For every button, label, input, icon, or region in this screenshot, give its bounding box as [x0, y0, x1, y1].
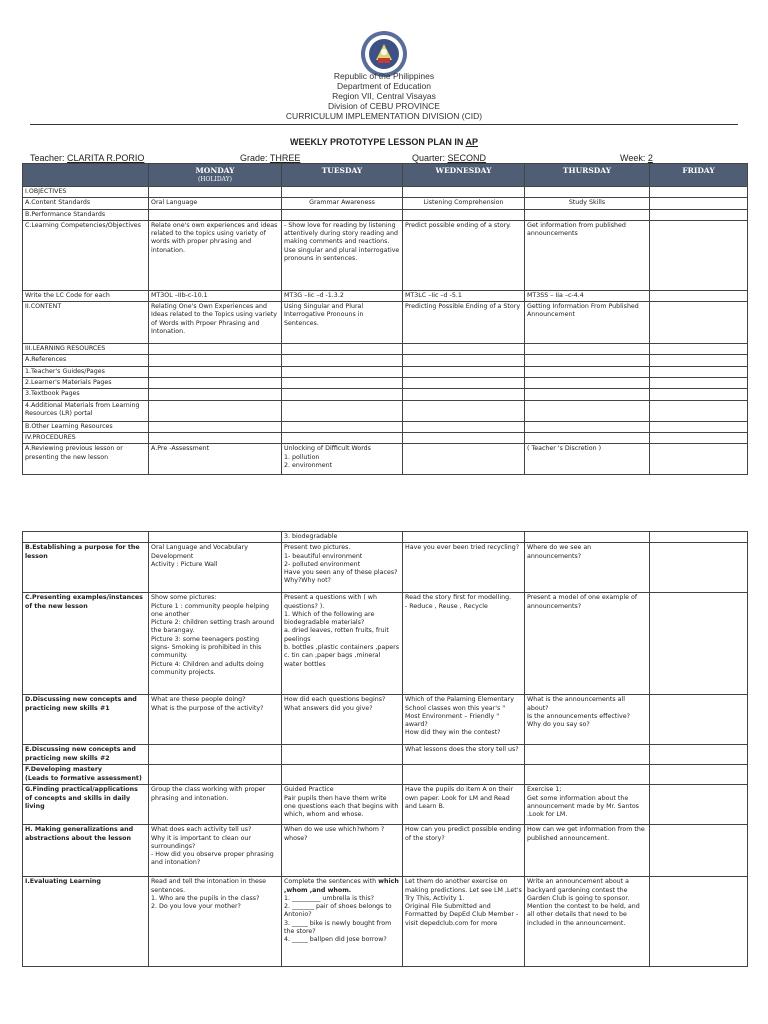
week-value: 2 [647, 153, 653, 163]
cell [650, 344, 748, 355]
cell [282, 432, 403, 443]
cell [650, 765, 748, 785]
quarter-info [412, 153, 486, 163]
row-label-other-resources: B.Other Learning Resources [23, 421, 149, 432]
cell: ( Teacher 's Discretion ) [525, 444, 650, 475]
cell [282, 366, 403, 377]
table-row [23, 198, 748, 209]
week-info [620, 153, 653, 163]
cell [403, 209, 525, 220]
cell [650, 444, 748, 475]
cell [403, 355, 525, 366]
cell [149, 366, 282, 377]
table-row [23, 543, 748, 593]
row-label-textbook-pages: 3.Textbook Pages [23, 389, 149, 400]
table-row [23, 366, 748, 377]
table-row [23, 421, 748, 432]
cell [650, 695, 748, 745]
quarter-value: SECOND [447, 153, 487, 163]
cell: Which of the Palaming Elementary School classes won this year's " Most Environment – Friendly " award? How did they win the contest? [403, 695, 525, 745]
cell [149, 344, 282, 355]
cell [650, 785, 748, 825]
cell [650, 421, 748, 432]
day-friday: FRIDAY [650, 164, 748, 187]
cell: When do we use which?whom ? whose? [282, 825, 403, 877]
cell [650, 366, 748, 377]
cell [403, 366, 525, 377]
cell [149, 400, 282, 421]
cell: - Show love for reading by listening attentively during story reading and making comments and reactions. Use singular and plural interrogative pronouns in sentences. [282, 220, 403, 290]
cell [403, 187, 525, 198]
cell [282, 389, 403, 400]
table-row [23, 765, 748, 785]
plan-title [0, 137, 768, 147]
cell: Using Singular and Plural Interrogative Pronouns in Sentences. [282, 302, 403, 344]
cell [650, 302, 748, 344]
cell [525, 532, 650, 543]
table-row [23, 695, 748, 745]
row-label-teachers-guides: 1.Teacher's Guides/Pages [23, 366, 149, 377]
table-row [23, 444, 748, 475]
cell [525, 344, 650, 355]
grade-label: Grade: [240, 153, 268, 163]
cell [525, 421, 650, 432]
cell: Have you ever been tried recycling? [403, 543, 525, 593]
cell [403, 378, 525, 389]
teacher-label: Teacher: [30, 153, 65, 163]
cell [650, 355, 748, 366]
cell [650, 290, 748, 301]
cell [525, 366, 650, 377]
cell [650, 187, 748, 198]
grade-value: THREE [269, 153, 301, 163]
cell: Oral Language and Vocabulary Development Activity : Picture Wall [149, 543, 282, 593]
table-row [23, 290, 748, 301]
cell: Write an announcement about a backyard gardening contest the Garden Club is going to sponsor. Mention the contest to be held, and all other details that need to be included in the announcement. [525, 877, 650, 967]
cell: Guided Practice Pair pupils then have them write one questions each that begins with which, whom and whose. [282, 785, 403, 825]
cell [149, 389, 282, 400]
row-label-examples: C.Presenting examples/instances of the new lesson [23, 593, 149, 695]
cell [149, 765, 282, 785]
week-label: Week: [620, 153, 646, 163]
row-label-objectives: I.OBJECTIVES [23, 187, 149, 198]
table-row [23, 593, 748, 695]
row-label-references: A.References [23, 355, 149, 366]
row-label-performance-standards: B.Performance Standards [23, 209, 149, 220]
row-label-content-standards: A.Content Standards [23, 198, 149, 209]
table-row [23, 355, 748, 366]
cell: What are these people doing? What is the purpose of the activity? [149, 695, 282, 745]
row-label-learners-materials: 2.Learner's Materials Pages [23, 378, 149, 389]
days-header-blank [23, 164, 149, 187]
cell: A.Pre -Assessment [149, 444, 282, 475]
cell [149, 378, 282, 389]
row-label-mastery: F.Developing mastery (Leads to formative assessment) [23, 765, 149, 785]
monday-note: (HOLIDAY) [197, 176, 233, 183]
cell [650, 877, 748, 967]
grade-info [240, 153, 300, 163]
table-row [23, 785, 748, 825]
cell [149, 209, 282, 220]
cell [525, 389, 650, 400]
cell [282, 400, 403, 421]
cell: Listening Comprehension [403, 198, 525, 209]
cell [403, 765, 525, 785]
cell: Grammar Awareness [282, 198, 403, 209]
day-tuesday: TUESDAY [282, 164, 403, 187]
cell [403, 389, 525, 400]
table-row [23, 302, 748, 344]
cell [403, 532, 525, 543]
table-row [23, 187, 748, 198]
cell [282, 355, 403, 366]
cell [650, 432, 748, 443]
cell [650, 400, 748, 421]
table-row [23, 378, 748, 389]
cell [525, 400, 650, 421]
cell [149, 355, 282, 366]
cell: Relate one's own experiences and ideas related to the topics using variety of words with proper phrasing and intonation. [149, 220, 282, 290]
cell: Have the pupils do item A on their own paper. Look for LM and Read and Learn B. [403, 785, 525, 825]
row-label-practical: G.Finding practical/applications of concepts and skills in daily living [23, 785, 149, 825]
cell: Let them do another exercise on making predictions. Let see LM ,Let's Try This, Activity 1. Original File Submitted and Formatted by DepEd Club Member - visit depedclub.com for more [403, 877, 525, 967]
cell: MT3OL –IIb-c-10.1 [149, 290, 282, 301]
cell [282, 344, 403, 355]
cell [403, 344, 525, 355]
row-label-content: II.CONTENT [23, 302, 149, 344]
cell [650, 209, 748, 220]
cell: 3. biodegradable [282, 532, 403, 543]
row-label-purpose: B.Establishing a purpose for the lesson [23, 543, 149, 593]
cell [525, 355, 650, 366]
cell [650, 389, 748, 400]
teacher-name: CLARITA R.PORIO [67, 153, 145, 163]
cell [149, 745, 282, 765]
header-republic: Republic of the Philippines [333, 71, 435, 81]
cell [650, 825, 748, 877]
row-label-competencies: C.Learning Competencies/Objectives [23, 220, 149, 290]
cell [650, 593, 748, 695]
cell [282, 765, 403, 785]
cell [282, 187, 403, 198]
cell [149, 187, 282, 198]
cell: Exercise 1; Get some information about the announcement made by Mr. Santos .Look for LM. [525, 785, 650, 825]
row-label-lc-code: Write the LC Code for each [23, 290, 149, 301]
cell: How can you predict possible ending of the story? [403, 825, 525, 877]
cell: How did each questions begins? What answers did you give? [282, 695, 403, 745]
cell: Oral Language [149, 198, 282, 209]
row-label-review: A.Reviewing previous lesson or presenting the new lesson [23, 444, 149, 475]
day-monday: MONDAY (HOLIDAY) [149, 164, 282, 187]
row-label-discuss-2: E.Discussing new concepts and practicing new skills #2 [23, 745, 149, 765]
cell: Present a model of one example of announcements? [525, 593, 650, 695]
cell [525, 187, 650, 198]
plan-subject: AP [465, 137, 479, 147]
table-row [23, 344, 748, 355]
cell: Relating One's Own Experiences and Ideas related to the Topics using variety of Words with Prpoer Phrasing and Intonation. [149, 302, 282, 344]
cell [403, 432, 525, 443]
row-label-additional-materials: 4.Additional Materials from Learning Resources (LR) portal [23, 400, 149, 421]
cell: What does each activity tell us? Why it is important to clean our surroundings? - How did you observe proper phrasing and intonation? [149, 825, 282, 877]
plan-title-prefix: WEEKLY PROTOTYPE LESSON PLAN IN [289, 137, 464, 147]
cell [282, 877, 403, 967]
row-label-generalizations: H. Making generalizations and abstractions about the lesson [23, 825, 149, 877]
cell: Get information from published announcements [525, 220, 650, 290]
table-row [23, 389, 748, 400]
table-row [23, 209, 748, 220]
table-row [23, 532, 748, 543]
cell [403, 421, 525, 432]
cell: MT3LC –Iic –d -5.1 [403, 290, 525, 301]
cell: What is the announcements all about? Is the announcements effective? Why do you say so? [525, 695, 650, 745]
table-row [23, 745, 748, 765]
cell [650, 198, 748, 209]
cell: Getting Information From Published Announcement [525, 302, 650, 344]
cell [650, 532, 748, 543]
table-row [23, 400, 748, 421]
table-row [23, 220, 748, 290]
cell: Unlocking of Difficult Words 1. pollution 2. environment [282, 444, 403, 475]
day-wednesday: WEDNESDAY [403, 164, 525, 187]
cell: Read and tell the intonation in these sentences. 1. Who are the pupils in the class? 2. Do you love your mother? [149, 877, 282, 967]
cell: Predict possible ending of a story. [403, 220, 525, 290]
cell: Show some pictures: Picture 1 : community people helping one another Picture 2: children setting trash around the barangay. Picture 3: some teenagers posting signs- Smoking is prohibited in this community. Picture 4: Children and adults doing community projects. [149, 593, 282, 695]
days-header-row [23, 164, 748, 187]
cell: MT3G –Iic –d -1.3.2 [282, 290, 403, 301]
header-divider [30, 124, 738, 125]
cell: Present a questions with ( wh questions? ). 1. Which of the following are biodegradable materials? a. dried leaves, rotten fruits, fruit peelings b. bottles ,plastic containers ,papers c. tin can ,paper bags ,mineral water bottles [282, 593, 403, 695]
teacher-info [30, 153, 144, 163]
cell [650, 543, 748, 593]
cell [282, 421, 403, 432]
cell [403, 400, 525, 421]
cell: Group the class working with proper phrasing and intonation. [149, 785, 282, 825]
cell [525, 745, 650, 765]
table-row [23, 825, 748, 877]
cell: Predicting Possible Ending of a Story [403, 302, 525, 344]
row-label-evaluating: I.Evaluating Learning [23, 877, 149, 967]
cell [650, 745, 748, 765]
cell: How can we get information from the published announcement. [525, 825, 650, 877]
evaluate-tue-intro: Complete the sentences with [284, 878, 377, 886]
cell [282, 378, 403, 389]
cell: Present two pictures. 1- beautiful environment 2- polluted environment Have you seen any of these places? Why?Why not? [282, 543, 403, 593]
cell: What lessons does the story tell us? [403, 745, 525, 765]
row-label-learning-resources: III.LEARNING RESOURCES [23, 344, 149, 355]
header-department: Department of Education [336, 81, 432, 91]
table-row [23, 432, 748, 443]
cell [282, 745, 403, 765]
quarter-label: Quarter: [412, 153, 446, 163]
cell: Read the story first for modelling. - Reduce , Reuse , Recycle [403, 593, 525, 695]
cell [282, 209, 403, 220]
cell [23, 532, 149, 543]
header-cid: CURRICULUM IMPLEMENTATION DIVISION (CID) [285, 111, 483, 121]
cell [149, 432, 282, 443]
evaluate-tue-items: 1. _________ umbrella is this? 2. _______ pair of shoes belongs to Antonio? 3. _____ bike is newly bought from the store? 4. _____ ballpen did Jose borrow? [284, 894, 392, 944]
cell [525, 209, 650, 220]
cell [149, 421, 282, 432]
cell: Study Skills [525, 198, 650, 209]
header-division: Division of CEBU PROVINCE [328, 101, 440, 111]
header-region: Region VII, Central Visayas [332, 91, 436, 101]
cell [149, 532, 282, 543]
cell: MT3SS – Iia –c-4.4 [525, 290, 650, 301]
lesson-plan-table-1 [22, 163, 748, 475]
row-label-discuss-1: D.Discussing new concepts and practicing new skills #1 [23, 695, 149, 745]
lesson-plan-table-2 [22, 531, 748, 967]
evaluate-tue-words: which ,whom ,and whom. [284, 878, 399, 894]
row-label-procedures: IV.PROCEDURES [23, 432, 149, 443]
table-row [23, 877, 748, 967]
cell [525, 765, 650, 785]
cell [403, 444, 525, 475]
day-thursday: THURSDAY [525, 164, 650, 187]
cell [650, 220, 748, 290]
cell [650, 378, 748, 389]
cell [525, 378, 650, 389]
cell [525, 432, 650, 443]
cell: Where do we see an announcements? [525, 543, 650, 593]
